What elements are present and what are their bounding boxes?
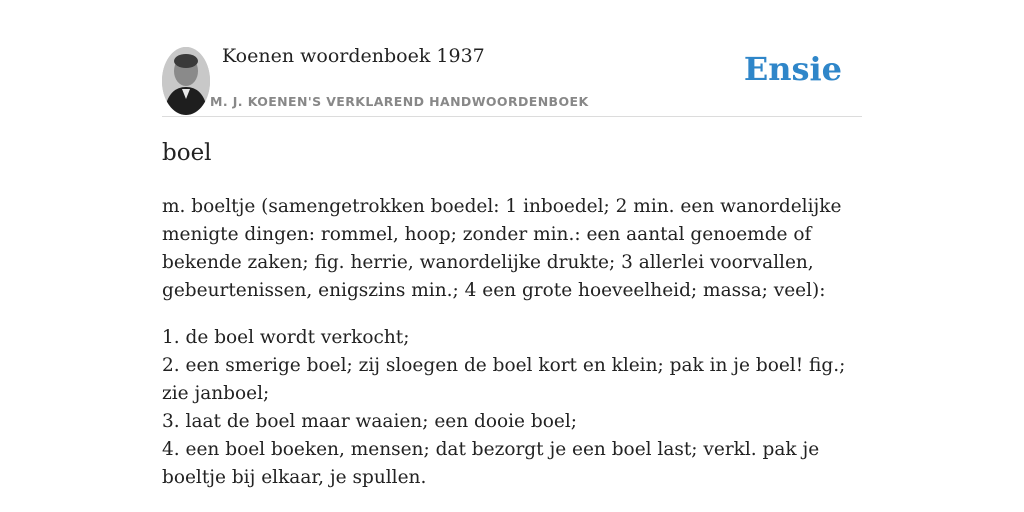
example-item: 3. laat de boel maar waaien; een dooie boel; <box>162 411 577 432</box>
example-item: 4. een boel boeken, mensen; dat bezorgt je een boel last; verkl. pak je boeltje bij elkaar, je spullen. <box>162 439 820 488</box>
ensie-logo[interactable]: Ensie <box>743 50 842 88</box>
example-item: 2. een smerige boel; zij sloegen de boel kort en klein; pak in je boel! fig.; zie janboel; <box>162 355 846 404</box>
dictionary-title: Koenen woordenboek 1937 <box>222 45 485 67</box>
author-portrait <box>162 47 210 115</box>
page <box>162 0 862 488</box>
entry-word: boel <box>162 140 212 166</box>
example-list <box>162 324 862 492</box>
header <box>162 0 862 117</box>
dictionary-subtitle: M. J. KOENEN'S VERKLAREND HANDWOORDENBOEK <box>210 94 589 109</box>
entry-definition: m. boeltje (samengetrokken boedel: 1 inboedel; 2 min. een wanordelijke menigte dingen: rommel, hoop; zonder min.: een aantal genoemde of bekende zaken; fig. herrie, wanordelijke drukte; 3 allerlei voorvallen, gebeurtenissen, enigszins min.; 4 een grote hoeveelheid; massa; veel): <box>162 196 842 301</box>
example-item: 1. de boel wordt verkocht; <box>162 327 410 348</box>
